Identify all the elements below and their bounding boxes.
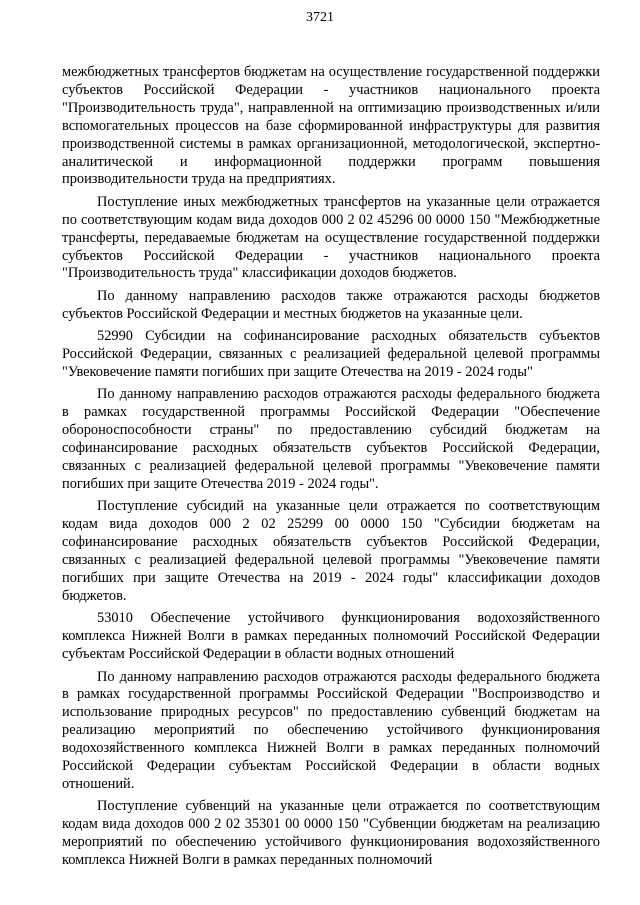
page-number: 3721 (306, 10, 334, 25)
paragraph: По данному направлению расходов также отражаются расходы бюджетов субъектов Российской Федерации и местных бюджетов на указанные цели. (62, 287, 600, 322)
paragraph: По данному направлению расходов отражаются расходы федерального бюджета в рамках государственной программы Российской Федерации "Обеспечение обороноспособности страны" по предоставлению субсидий бюджетам на софинансирование расходных обязательств субъектов Российской Федерации, связанных с реализацией федеральной целевой программы "Увековечение памяти погибших при защите Отечества 2019 - 2024 годы". (62, 386, 600, 492)
paragraph: Поступление иных межбюджетных трансфертов на указанные цели отражается по соответствующим кодам вида доходов 000 2 02 45296 00 0000 150 "Межбюджетные трансферты, передаваемые бюджетам на осуществление государственной поддержки субъектов Российской Федерации - участников национального проекта "Производительность труда" классификации доходов бюджетов. (62, 193, 600, 282)
section-heading: 52990 Субсидии на софинансирование расходных обязательств субъектов Российской Федерации, связанных с реализацией федеральной целевой программы "Увековечение памяти погибших при защите Отечества на 2019 - 2024 годы" (62, 328, 600, 380)
paragraph: межбюджетных трансфертов бюджетам на осуществление государственной поддержки субъектов Российской Федерации - участников национального проекта "Производительность труда", направленной на оптимизацию производственных и/или вспомогательных процессов на базе сформированной инфраструктуры для развития производственной системы в рамках организационной, методологической, экспертно-аналитической и информационной поддержки программ повышения производительности труда на предприятиях. (62, 64, 600, 188)
paragraph: Поступление субсидий на указанные цели отражается по соответствующим кодам вида доходов 000 2 02 25299 00 0000 150 "Субсидии бюджетам на софинансирование расходных обязательств субъектов Российской Федерации, связанных с реализацией федеральной целевой программы "Увековечение памяти погибших при защите Отечества на 2019 - 2024 годы" классификации доходов бюджетов. (62, 498, 600, 604)
paragraph: Поступление субвенций на указанные цели отражается по соответствующим кодам вида доходов 000 2 02 35301 00 0000 150 "Субвенции бюджетам на реализацию мероприятий по обеспечению устойчивого функционирования водохозяйственного комплекса Нижней Волги в рамках переданных полномочий (62, 798, 600, 869)
document-body (62, 64, 600, 874)
paragraph: По данному направлению расходов отражаются расходы федерального бюджета в рамках государственной программы Российской Федерации "Воспроизводство и использование природных ресурсов" по предоставлению субвенций бюджетам на реализацию мероприятий по обеспечению устойчивого функционирования водохозяйственного комплекса Нижней Волги в рамках переданных полномочий Российской Федерации субъектам Российской Федерации в области водных отношений. (62, 668, 600, 792)
section-heading: 53010 Обеспечение устойчивого функционирования водохозяйственного комплекса Нижней Волги в рамках переданных полномочий Российской Федерации субъектам Российской Федерации в области водных отношений (62, 610, 600, 663)
